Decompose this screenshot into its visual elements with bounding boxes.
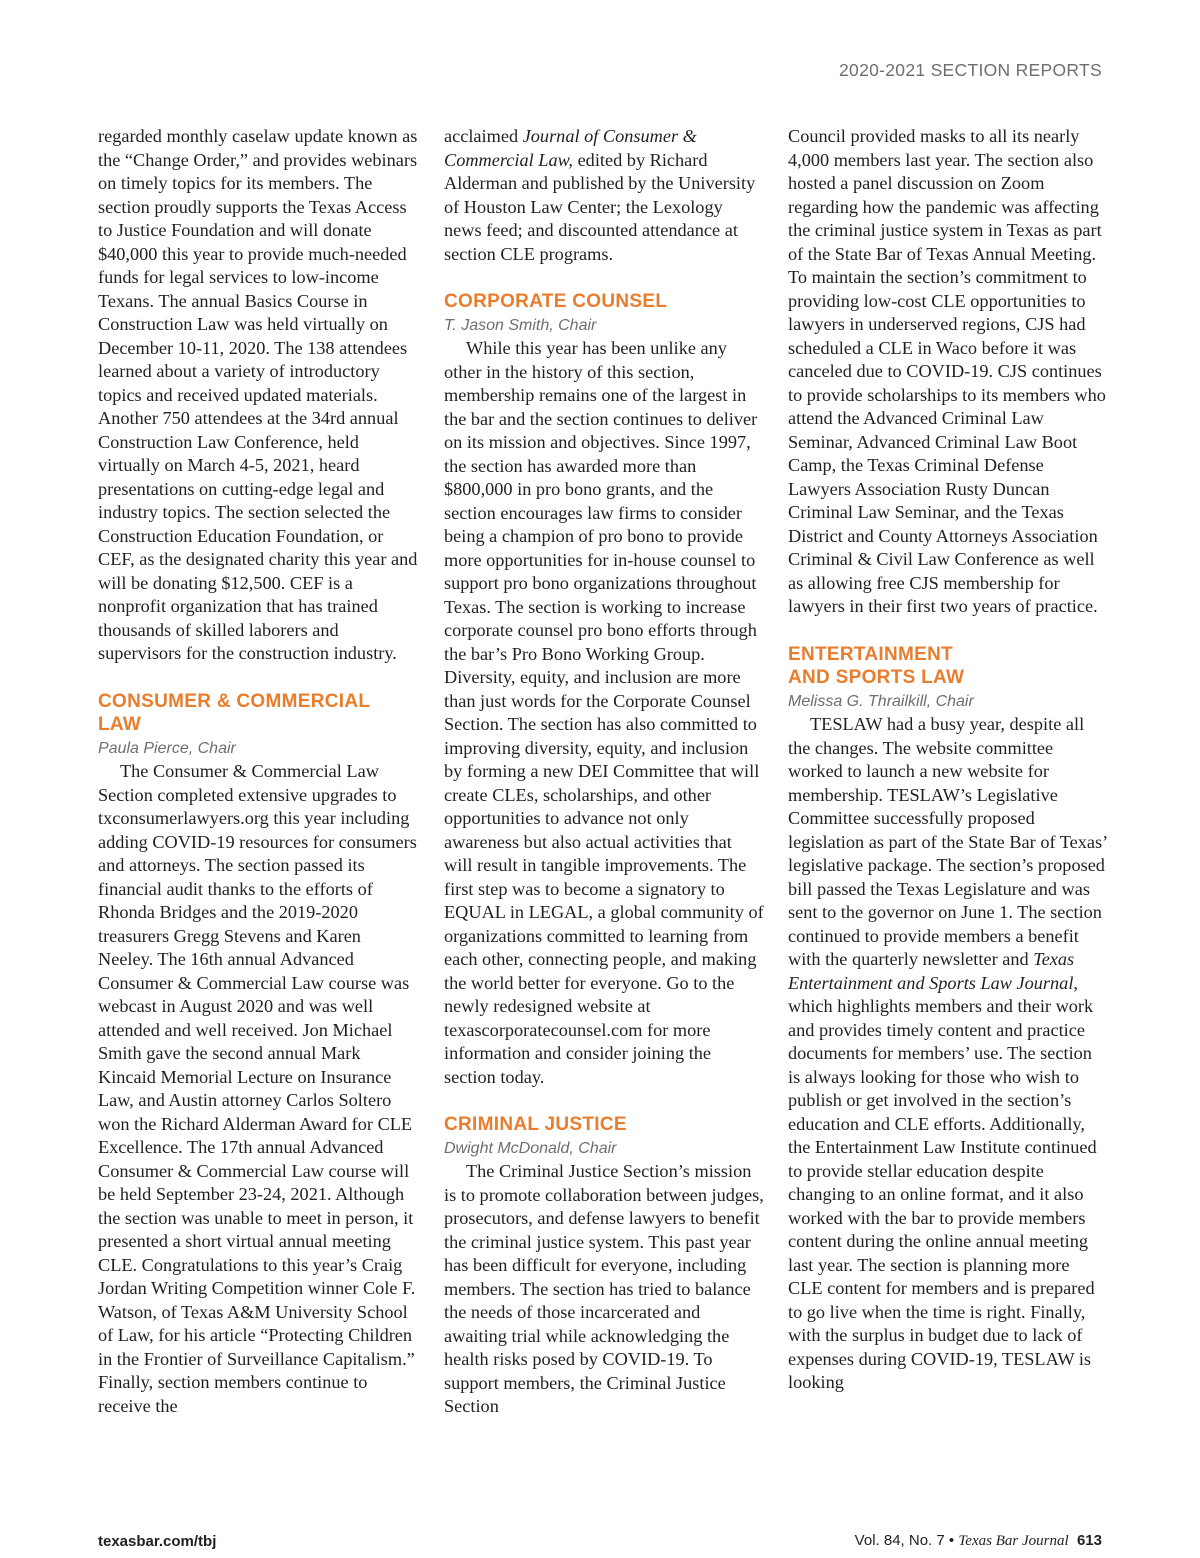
section-heading-entertainment <box>788 643 1108 690</box>
column-1 <box>98 125 418 1418</box>
paragraph: The Consumer & Commercial Law Section completed extensive upgrades to txconsumerlawyers.org this year including adding COVID-19 resources for consumers and attorneys. The section passed its financial audit thanks to the efforts of Rhonda Bridges and the 2019-2020 treasurers Gregg Stevens and Karen Neeley. The 16th annual Advanced Consumer & Commercial Law course was webcast in August 2020 and was well attended and well received. Jon Michael Smith gave the second annual Mark Kincaid Memorial Lecture on Insurance Law, and Austin attorney Carlos Soltero won the Richard Alderman Award for CLE Excellence. The 17th annual Advanced Consumer & Commercial Law course will be held September 23-24, 2021. Although the section was unable to meet in person, it presented a short virtual annual meeting CLE. Congratulations to this year’s Craig Jordan Writing Competition winner Cole F. Watson, of Texas A&M University School of Law, for his article “Protecting Children in the Frontier of Surveillance Capitalism.” Finally, section members continue to receive the <box>98 761 417 1416</box>
footer-site-link[interactable]: texasbar.com/tbj <box>98 1533 217 1550</box>
running-head: 2020-2021 SECTION REPORTS <box>839 60 1102 80</box>
section-heading-consumer: CONSUMER & COMMERCIAL LAW <box>98 690 370 735</box>
journal-title: Journal of Consumer & Commercial Law, <box>444 126 697 170</box>
paragraph <box>788 713 1108 1395</box>
column-2 <box>444 125 764 1419</box>
heading-line: ENTERTAINMENT <box>788 643 954 665</box>
paragraph: regarded monthly caselaw update known as the “Change Order,” and provides webinars on timely topics for its members. The section proudly supports the Texas Access to Justice Foundation and will donate $40,000 this year to provide much-needed funds for legal services to low-income Texans. The annual Basics Course in Construction Law was held virtually on December 10-11, 2020. The 138 attendees learned about a variety of introductory topics and received updated materials. Another 750 attendees at the 34rd annual Construction Law Conference, held virtually on March 4-5, 2021, heard presentations on cutting-edge legal and industry topics. The section selected the Construction Education Foundation, or CEF, as the designated charity this year and will be donating $12,500. CEF is a nonprofit organization that has trained thousands of skilled laborers and supervisors for the construction industry. <box>98 126 418 663</box>
paragraph: Council provided masks to all its nearly 4,000 members last year. The section also hosted a panel discussion on Zoom regarding how the pandemic was affecting the criminal justice system in Texas as part of the State Bar of Texas Annual Meeting. To maintain the section’s commitment to providing low-cost CLE opportunities to lawyers in underserved regions, CJS had scheduled a CLE in Waco before it was canceled due to COVID-19. CJS continues to provide scholarships to its members who attend the Advanced Criminal Law Seminar, Advanced Criminal Law Boot Camp, the Texas Criminal Defense Lawyers Association Rusty Duncan Criminal Law Seminar, and the Texas District and County Attorneys Association Criminal & Civil Law Conference as well as allowing free CJS membership for lawyers in their first two years of practice. <box>788 126 1106 616</box>
journal-title: Texas Entertainment and Sports Law Journal <box>788 949 1075 993</box>
column-3 <box>788 125 1108 1395</box>
text-run: edited by Richard Alderman and published by the University of Houston Law Center; the Lexology news feed; and discounted attendance at section CLE programs. <box>444 149 756 264</box>
heading-line: AND SPORTS LAW <box>788 667 965 688</box>
text-run: , which highlights members and their work and provides timely content and practice documents for members’ use. The section is always looking for those who wish to publish or get involved in the section’s education and CLE efforts. Additionally, the Entertainment Law Institute continued to provide stellar education despite changing to an online format, and it also worked with the bar to provide members content during the online annual meeting last year. The section is planning more CLE content for members and is prepared to go live when the time is right. Finally, with the surplus in budget due to lack of expenses during COVID-19, TESLAW is looking <box>788 972 1097 1392</box>
section-chair-corporate: T. Jason Smith, Chair <box>444 316 597 334</box>
section-heading-criminal: CRIMINAL JUSTICE <box>444 1114 627 1135</box>
section-chair-criminal: Dwight McDonald, Chair <box>444 1139 617 1157</box>
footer-journal-name: Texas Bar Journal <box>958 1533 1069 1549</box>
paragraph <box>444 125 764 266</box>
section-heading-corporate: CORPORATE COUNSEL <box>444 291 668 312</box>
footer-issue-info <box>855 1532 1102 1550</box>
text-run: acclaimed <box>444 126 523 146</box>
page-number: 613 <box>1076 1532 1102 1549</box>
text-run: TESLAW had a busy year, despite all the changes. The website committee worked to launch a new website for membership. TESLAW’s Legislative Committee successfully proposed legislation as part of the State Bar of Texas’ legislative package. The section’s proposed bill passed the Texas Legislature and was sent to the governor on June 1. The section continued to provide members a benefit with the quarterly newsletter and <box>788 714 1107 969</box>
section-chair-entertainment: Melissa G. Thrailkill, Chair <box>788 692 974 710</box>
footer-volume: Vol. 84, No. 7 <box>854 1532 945 1549</box>
paragraph: While this year has been unlike any other in the history of this section, membership remains one of the largest in the bar and the section continues to deliver on its mission and objectives. Since 1997, the section has awarded more than $800,000 in pro bono grants, and the section encourages law firms to consider being a champion of pro bono to provide more opportunities for in-house counsel to support pro bono organizations throughout Texas. The section is working to increase corporate counsel pro bono efforts through the bar’s Pro Bono Working Group. Diversity, equity, and inclusion are more than just words for the Corporate Counsel Section. The section has also committed to improving diversity, equity, and inclusion by forming a new DEI Committee that will create CLEs, scholarships, and other opportunities to advance not only awareness but also actual activities that will result in tangible improvements. The first step was to become a signatory to EQUAL in LEGAL, a global community of organizations committed to learning from each other, connecting people, and making the world better for everyone. Go to the newly redesigned website at texascorporatecounsel.com for more information and consider joining the section today. <box>444 338 764 1087</box>
footer-bullet: • <box>948 1532 955 1549</box>
section-chair-consumer: Paula Pierce, Chair <box>98 739 236 757</box>
paragraph: The Criminal Justice Section’s mission is to promote collaboration between judges, prosecutors, and defense lawyers to benefit the criminal justice system. This past year has been difficult for everyone, including members. The section has tried to balance the needs of those incarcerated and awaiting trial while acknowledging the health risks posed by COVID-19. To support members, the Criminal Justice Section <box>444 1161 764 1416</box>
